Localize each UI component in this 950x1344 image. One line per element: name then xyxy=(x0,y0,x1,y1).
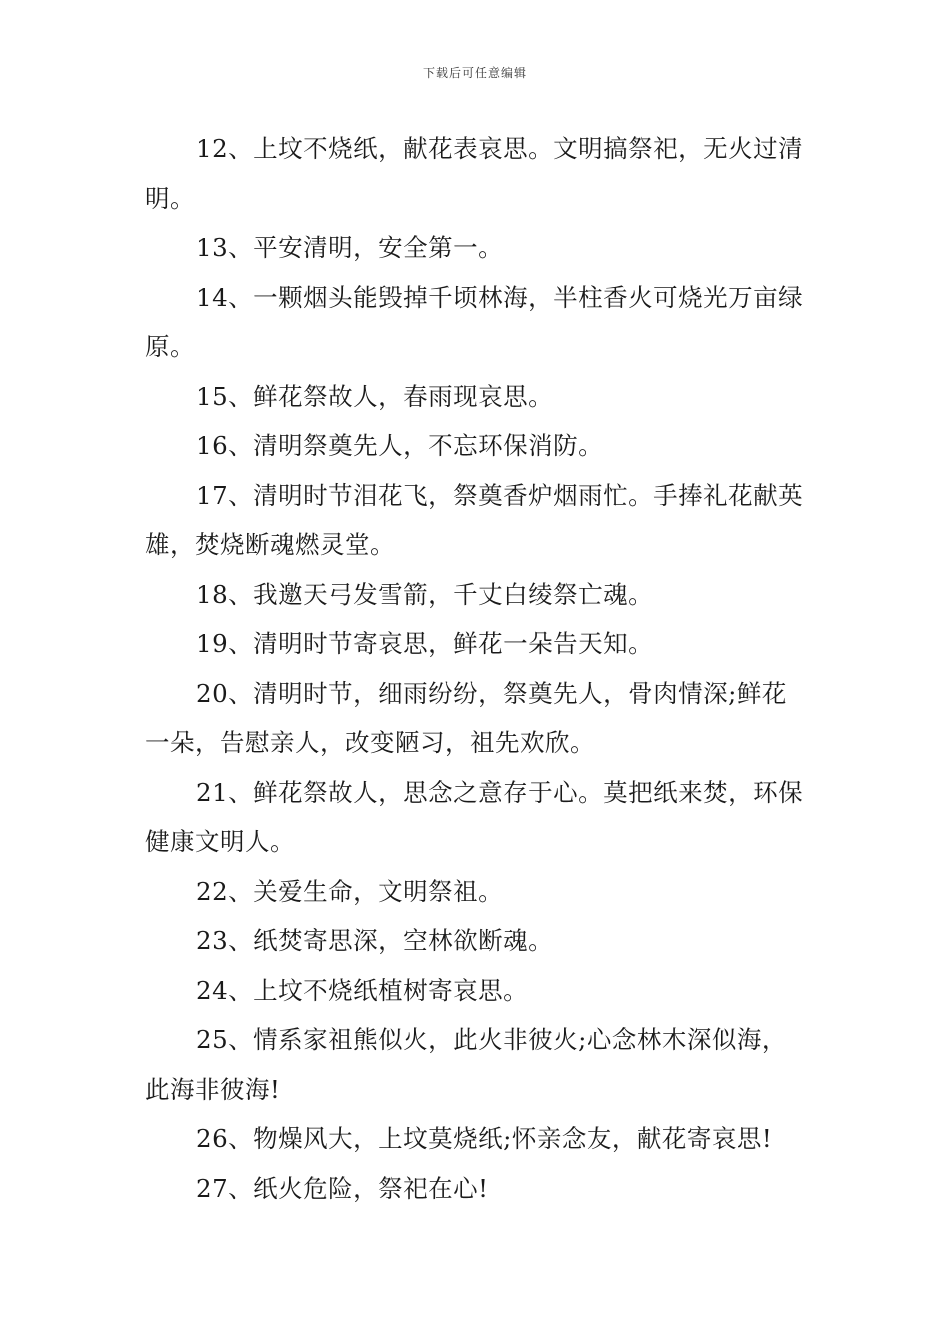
slogan-paragraph: 13、平安清明，安全第一。 xyxy=(196,233,504,262)
slogan-paragraph: 26、物燥风大，上坟莫烧纸;怀亲念友，献花寄哀思! xyxy=(196,1124,773,1153)
slogan-paragraph: 18、我邀天弓发雪箭，千丈白绫祭亡魂。 xyxy=(196,579,654,609)
slogan-paragraph: 17、清明时节泪花飞，祭奠香炉烟雨忙。手捧礼花献英雄，焚烧断魂燃灵堂。 xyxy=(145,480,804,559)
slogan-paragraph: 14、一颗烟头能毁掉千顷林海，半柱香火可烧光万亩绿原。 xyxy=(145,282,804,361)
slogan-paragraph: 22、关爱生命，文明祭祖。 xyxy=(196,876,504,906)
slogan-paragraph: 20、清明时节，细雨纷纷，祭奠先人，骨肉情深;鲜花一朵，告慰亲人，改变陋习，祖先欢欣。 xyxy=(145,678,787,757)
slogan-paragraph: 16、清明祭奠先人，不忘环保消防。 xyxy=(196,431,604,460)
header-note: 下载后可任意编辑 xyxy=(422,66,527,80)
document-body xyxy=(145,124,810,1213)
slogan-paragraph: 21、鲜花祭故人，思念之意存于心。莫把纸来焚，环保健康文明人。 xyxy=(145,777,804,856)
slogan-paragraph: 15、鲜花祭故人，春雨现哀思。 xyxy=(196,381,554,411)
slogan-paragraph: 27、纸火危险，祭祀在心! xyxy=(196,1173,489,1203)
slogan-paragraph: 25、情系家祖熊似火，此火非彼火;心念林木深似海，此海非彼海! xyxy=(145,1025,787,1104)
slogan-paragraph: 12、上坟不烧纸，献花表哀思。文明搞祭祀，无火过清明。 xyxy=(145,134,804,213)
slogan-paragraph: 24、上坟不烧纸植树寄哀思。 xyxy=(196,975,529,1005)
slogan-paragraph: 23、纸焚寄思深，空林欲断魂。 xyxy=(196,926,554,955)
slogan-paragraph: 19、清明时节寄哀思，鲜花一朵告天知。 xyxy=(196,629,654,658)
